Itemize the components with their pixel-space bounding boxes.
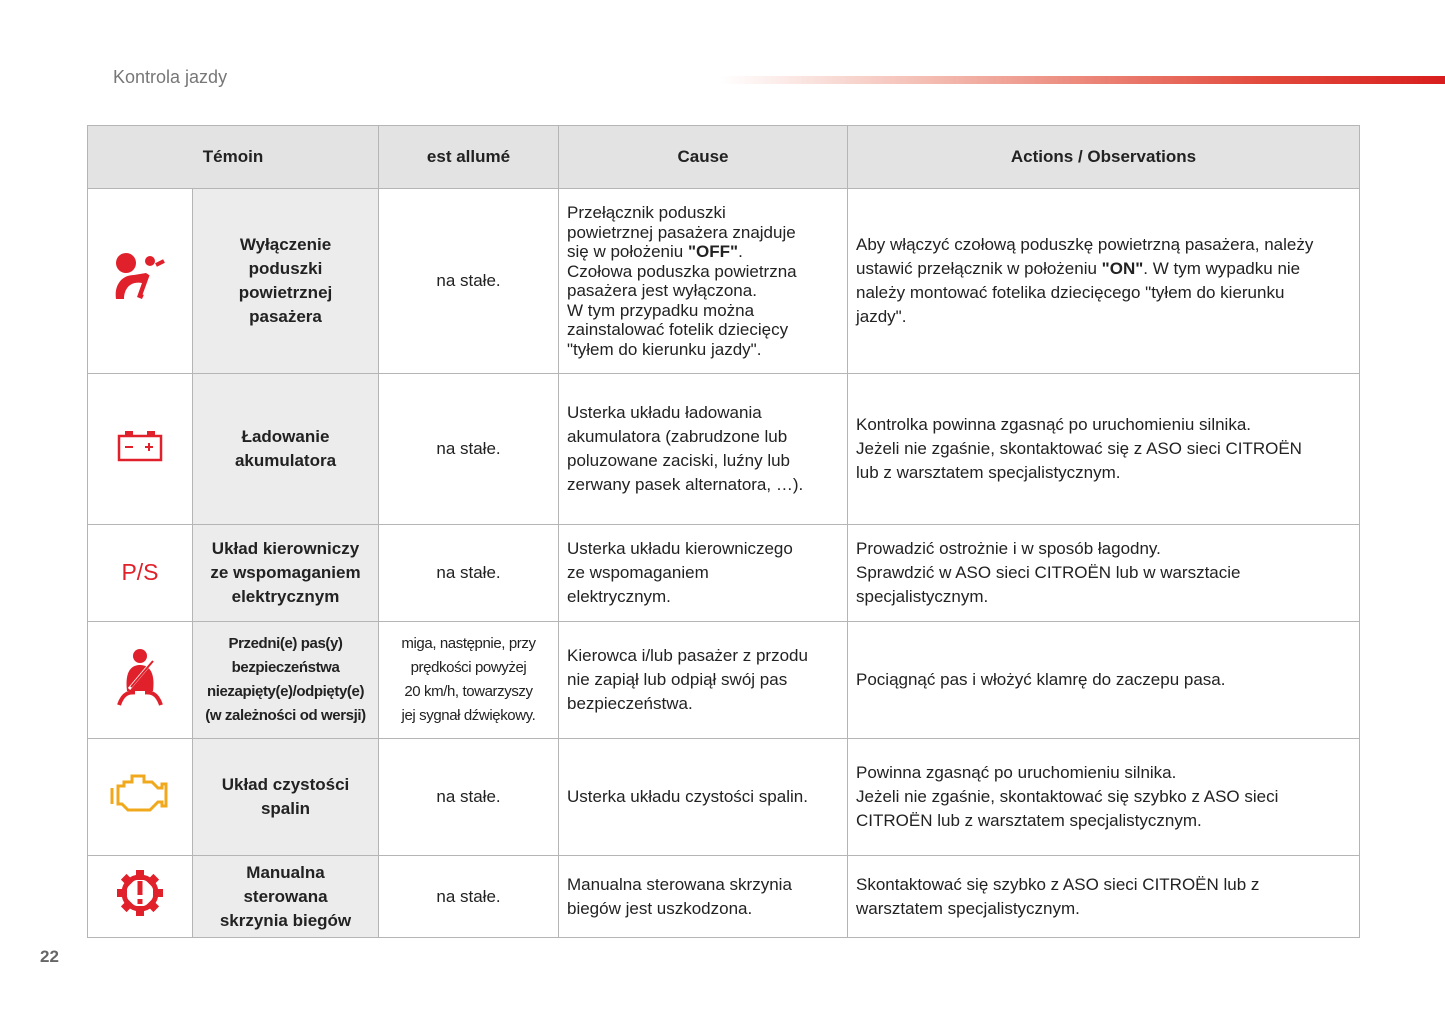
table-row: [88, 622, 1360, 739]
warning-light-icon-cell: [88, 525, 193, 622]
header-accent-bar: [720, 76, 1445, 84]
section-title: Kontrola jazdy: [113, 67, 228, 87]
table-row: [88, 739, 1360, 856]
engine-check-icon: [110, 801, 170, 820]
cause-text: Przełącznik poduszki powietrznej pasażera znajduje się w położeniu "OFF". Czołowa poduszka powietrzna pasażera jest wyłączona. W tym przypadku można zainstalować fotelik dziecięcy "tyłem do kierunku jazdy".: [559, 189, 848, 374]
warning-light-name: Ładowanie akumulatora: [193, 374, 379, 525]
action-text: Pociągnąć pas i włożyć klamrę do zaczepu pasa.: [848, 622, 1360, 739]
column-header-lit: est allumé: [379, 126, 559, 189]
lit-status: na stałe.: [379, 189, 559, 374]
warning-light-icon-cell: [88, 856, 193, 938]
power-steering-icon: P/S: [121, 558, 159, 585]
gearbox-fault-icon: [116, 902, 164, 921]
column-header-cause: Cause: [559, 126, 848, 189]
table-header-row: [88, 126, 1360, 189]
seatbelt-icon: [115, 692, 165, 711]
table-row: [88, 856, 1360, 938]
action-text: Powinna zgasnąć po uruchomieniu silnika. Jeżeli nie zgaśnie, skontaktować się szybko z ASO sieci CITROËN lub z warsztatem specjalistycznym.: [848, 739, 1360, 856]
table-row: [88, 525, 1360, 622]
action-text: Kontrolka powinna zgasnąć po uruchomieniu silnika. Jeżeli nie zgaśnie, skontaktować się z ASO sieci CITROËN lub z warsztatem specjalistycznym.: [848, 374, 1360, 525]
cause-text: Usterka układu kierowniczego ze wspomaganiem elektrycznym.: [559, 525, 848, 622]
column-header-actions: Actions / Observations: [848, 126, 1360, 189]
cause-text: Kierowca i/lub pasażer z przodu nie zapiął lub odpiął swój pas bezpieczeństwa.: [559, 622, 848, 739]
lit-status: na stałe.: [379, 374, 559, 525]
cause-text: Manualna sterowana skrzynia biegów jest uszkodzona.: [559, 856, 848, 938]
action-text: Aby włączyć czołową poduszkę powietrzną pasażera, należy ustawić przełącznik w położeniu "ON". W tym wypadku nie należy montować fotelika dziecięcego "tyłem do kierunku jazdy".: [848, 189, 1360, 374]
warning-light-name: Układ kierowniczy ze wspomaganiem elektrycznym: [193, 525, 379, 622]
warning-light-icon-cell: [88, 374, 193, 525]
warning-light-name: Manualna sterowana skrzynia biegów: [193, 856, 379, 938]
warning-light-name: Przedni(e) pas(y) bezpieczeństwa niezapięty(e)/odpięty(e) (w zależności od wersji): [193, 622, 379, 739]
lit-status: na stałe.: [379, 525, 559, 622]
warning-light-icon-cell: [88, 739, 193, 856]
cause-text: Usterka układu czystości spalin.: [559, 739, 848, 856]
emphasis-text: "ON": [1101, 259, 1144, 278]
cause-text: Usterka układu ładowania akumulatora (zabrudzone lub poluzowane zaciski, luźny lub zerwany pasek alternatora, …).: [559, 374, 848, 525]
battery-icon: [117, 448, 163, 467]
airbag-passenger-off-icon: [112, 290, 168, 309]
emphasis-text: "OFF": [687, 242, 739, 261]
column-header-temoin: Témoin: [88, 126, 379, 189]
warning-lights-table: [87, 125, 1360, 938]
action-text: Prowadzić ostrożnie i w sposób łagodny. Sprawdzić w ASO sieci CITROËN lub w warsztacie specjalistycznym.: [848, 525, 1360, 622]
lit-status: miga, następnie, przy prędkości powyżej 20 km/h, towarzyszy jej sygnał dźwiękowy.: [379, 622, 559, 739]
lit-status: na stałe.: [379, 856, 559, 938]
warning-light-icon-cell: [88, 189, 193, 374]
warning-light-name: Wyłączenie poduszki powietrznej pasażera: [193, 189, 379, 374]
lit-status: na stałe.: [379, 739, 559, 856]
warning-light-name: Układ czystości spalin: [193, 739, 379, 856]
page-number: 22: [40, 947, 59, 966]
warning-light-icon-cell: [88, 622, 193, 739]
table-row: [88, 374, 1360, 525]
action-text: Skontaktować się szybko z ASO sieci CITROËN lub z warsztatem specjalistycznym.: [848, 856, 1360, 938]
table-row: [88, 189, 1360, 374]
